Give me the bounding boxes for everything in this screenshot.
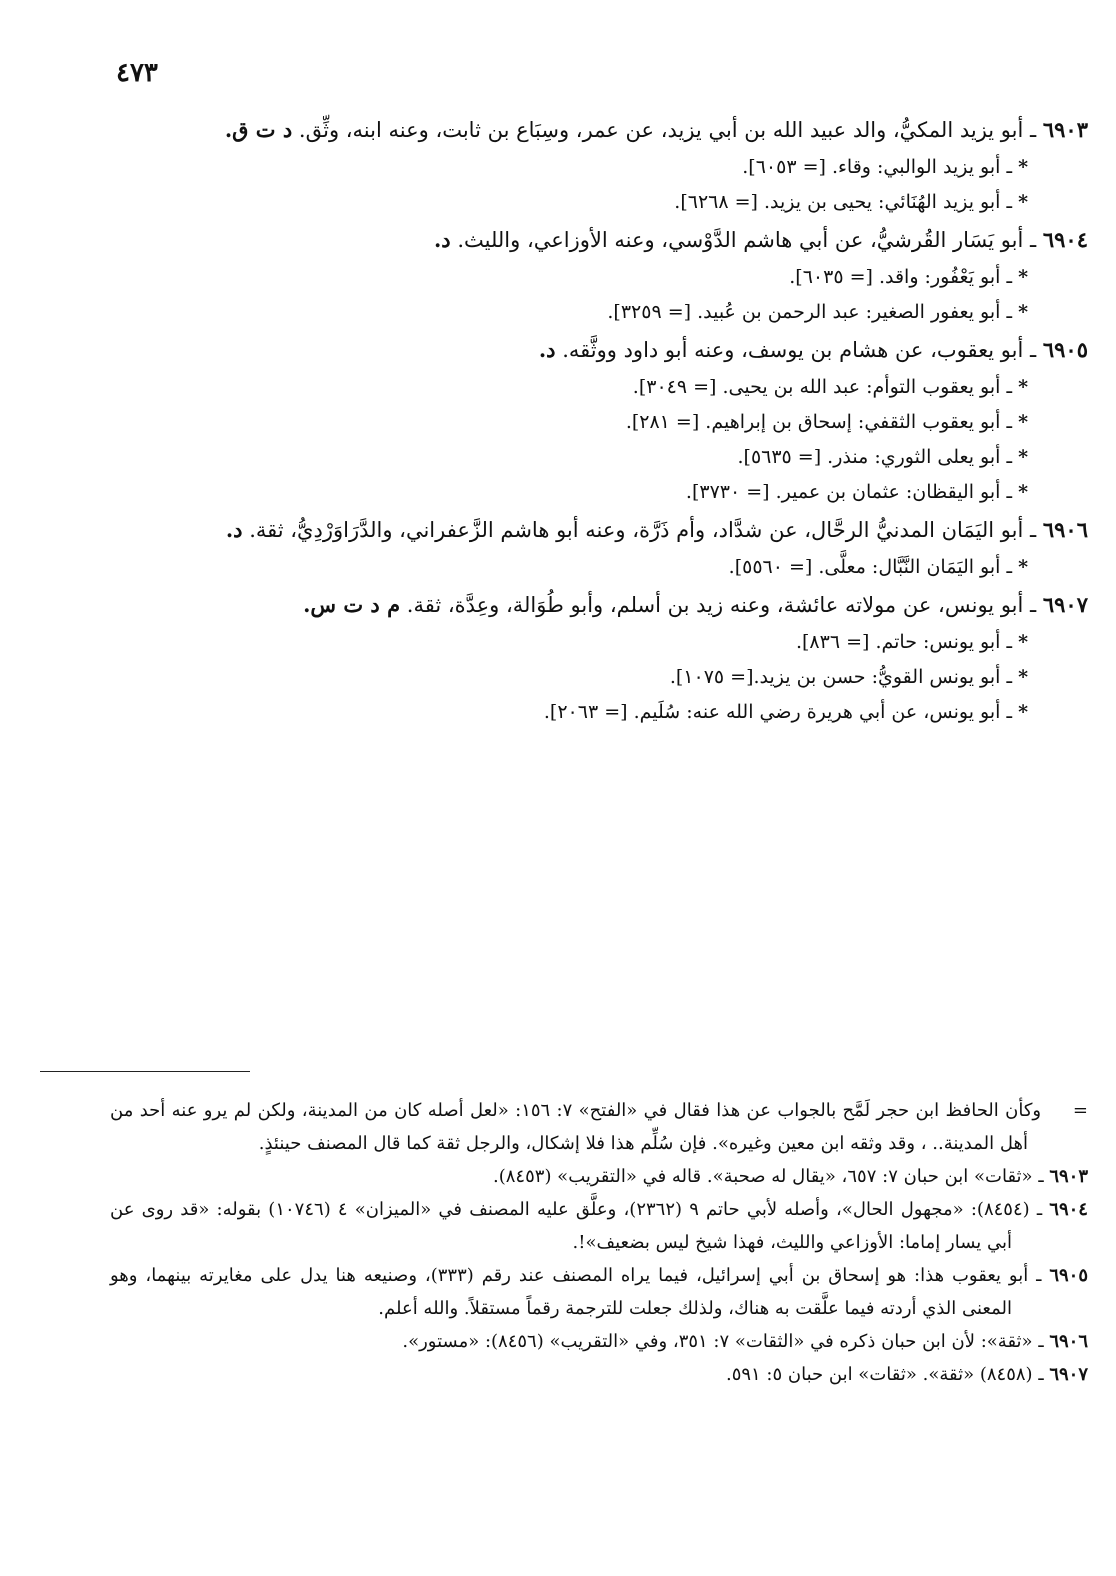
xref-item (110, 405, 1088, 440)
bullet-icon: * (1018, 376, 1028, 398)
bullet-icon: * (1018, 301, 1028, 323)
entry (110, 110, 1088, 150)
bullet-icon: * (1018, 631, 1028, 653)
entry-text: أبو يزيد المكيُّ، والد عبيد الله بن أبي يزيد، عن عمر، وسِبَاع بن ثابت، وعنه ابنه، وثِّق. (298, 118, 1024, 142)
entries-list (110, 110, 1088, 730)
footnote-number: ٦٩٠٥ (1049, 1265, 1088, 1286)
continuation-marker: = (1072, 1100, 1088, 1121)
xref-text: أبو يونس، عن أبي هريرة رضي الله عنه: سُلَيم. [= ٢٠٦٣]. (543, 701, 1001, 723)
xref-text: أبو يونس القويُّ: حسن بن يزيد.[= ١٠٧٥]. (669, 666, 1001, 688)
dash: ـ (1006, 301, 1013, 323)
footnote-number: ٦٩٠٤ (1049, 1199, 1088, 1220)
bullet-icon: * (1018, 666, 1028, 688)
xref-text: أبو يَعْفُور: واقد. [= ٦٠٣٥]. (789, 266, 1001, 288)
xref-text: أبو يعقوب الثقفي: إسحاق بن إبراهيم. [= ٢٨١]. (625, 411, 1001, 433)
xref-item (110, 625, 1088, 660)
xref-text: أبو يعفور الصغير: عبد الرحمن بن عُبيد. [= ٣٢٥٩]. (607, 301, 1001, 323)
footnote-text: «ثقة»: لأن ابن حبان ذكره في «الثقات» ٧: ٣٥١، وفي «التقريب» (٨٤٥٦): «مستور». (402, 1331, 1033, 1352)
footnote-divider (40, 1071, 250, 1072)
bullet-icon: * (1018, 446, 1028, 468)
xref-text: أبو يزيد الهُنَائي: يحيى بن يزيد. [= ٦٢٦٨]. (674, 191, 1001, 213)
entry-number: ٦٩٠٦ (1042, 517, 1088, 542)
bullet-icon: * (1018, 266, 1028, 288)
xref-text: أبو اليقظان: عثمان بن عمير. [= ٣٧٣٠]. (685, 481, 1001, 503)
dash: ـ (1036, 1199, 1043, 1220)
footnote (110, 1325, 1088, 1358)
entry-number: ٦٩٠٥ (1042, 337, 1088, 362)
footnote-text: «ثقات» ابن حبان ٧: ٦٥٧، «يقال له صحبة». قاله في «التقريب» (٨٤٥٣). (493, 1166, 1033, 1187)
dash: ـ (1006, 266, 1013, 288)
bullet-icon: * (1018, 156, 1028, 178)
dash: ـ (1006, 481, 1013, 503)
xref-text: أبو يعلى الثوري: منذر. [= ٥٦٣٥]. (737, 446, 1001, 468)
entry (110, 330, 1088, 370)
bullet-icon: * (1018, 481, 1028, 503)
xref-item (110, 475, 1088, 510)
entry-sigla: م د ت س. (303, 592, 401, 617)
entry-number: ٦٩٠٤ (1042, 227, 1088, 252)
dash: ـ (1030, 228, 1037, 252)
xref-item (110, 185, 1088, 220)
entry (110, 510, 1088, 550)
footnote-number: ٦٩٠٦ (1049, 1331, 1088, 1352)
footnote-number: ٦٩٠٣ (1049, 1166, 1088, 1187)
dash: ـ (1036, 1265, 1042, 1286)
xref-text: أبو يزيد الوالبي: وقاء. [= ٦٠٥٣]. (742, 156, 1001, 178)
entry (110, 220, 1088, 260)
xref-text: أبو يونس: حاتم. [= ٨٣٦]. (795, 631, 1001, 653)
dash: ـ (1030, 338, 1037, 362)
dash: ـ (1038, 1364, 1044, 1385)
entry-sigla: د. (538, 337, 556, 362)
page-number: ٤٧٣ (116, 58, 158, 88)
footnote (110, 1358, 1088, 1391)
dash: ـ (1006, 411, 1013, 433)
bullet-icon: * (1018, 411, 1028, 433)
xref-item (110, 260, 1088, 295)
footnote-text: وكأن الحافظ ابن حجر لَمَّح بالجواب عن هذا فقال في «الفتح» ٧: ١٥٦: «لعل أصله كان من المدينة، ولكن لم يرو عنه أحد من أهل المدينة.. ، وقد وثقه ابن معين وغيره». فإن سُلِّم هذا فلا إشكال، والرجل ثقة كما قال المصنف حينئذٍ. (110, 1100, 1042, 1154)
dash: ـ (1030, 593, 1037, 617)
bullet-icon: * (1018, 701, 1028, 723)
footnote-text: (٨٤٥٤): «مجهول الحال»، وأصله لأبي حاتم ٩ (٢٣٦٢)، وعلَّق عليه المصنف في «الميزان» ٤ (١٠٧٤٦) بقوله: «قد روى عن أبي يسار إماما: الأوزاعي والليث، فهذا شيخ ليس بضعيف»!. (110, 1199, 1030, 1253)
entry-text: أبو يَسَار القُرشيُّ، عن أبي هاشم الدَّوْسي، وعنه الأوزاعي، والليث. (457, 228, 1024, 252)
xref-item (110, 550, 1088, 585)
bullet-icon: * (1018, 556, 1028, 578)
footnote (110, 1193, 1088, 1259)
dash: ـ (1006, 701, 1013, 723)
entry-number: ٦٩٠٧ (1042, 592, 1088, 617)
xref-text: أبو اليَمَان النَّبَّال: معلَّى. [= ٥٥٦٠]. (728, 556, 1001, 578)
dash: ـ (1038, 1166, 1044, 1187)
entry-sigla: د. (225, 517, 243, 542)
xref-item (110, 695, 1088, 730)
xref-item (110, 660, 1088, 695)
footnotes (110, 1094, 1088, 1391)
entry-text: أبو اليَمَان المدنيُّ الرحَّال، عن شدَّاد، وأم ذَرَّة، وعنه أبو هاشم الزَّعفراني، والدَّرَاوَرْدِيُّ، ثقة. (249, 518, 1024, 542)
dash: ـ (1006, 631, 1013, 653)
xref-item (110, 295, 1088, 330)
entry-number: ٦٩٠٣ (1042, 117, 1088, 142)
footnote-number: ٦٩٠٧ (1049, 1364, 1088, 1385)
xref-item (110, 150, 1088, 185)
footnote (110, 1160, 1088, 1193)
footnote (110, 1259, 1088, 1325)
entry (110, 585, 1088, 625)
entry-sigla: د. (433, 227, 451, 252)
bullet-icon: * (1018, 191, 1028, 213)
dash: ـ (1006, 191, 1013, 213)
dash: ـ (1030, 118, 1037, 142)
dash: ـ (1006, 666, 1013, 688)
footnote-text: أبو يعقوب هذا: هو إسحاق بن أبي إسرائيل، فيما يراه المصنف عند رقم (٣٣٣)، وصنيعه هنا يدل على مغايرته بينهما، وهو المعنى الذي أردته فيما علَّقت به هناك، ولذلك جعلت للترجمة رقماً مستقلاً. والله أعلم. (110, 1265, 1029, 1319)
xref-text: أبو يعقوب التوأم: عبد الله بن يحيى. [= ٣٠٤٩]. (632, 376, 1001, 398)
dash: ـ (1038, 1331, 1044, 1352)
entry-text: أبو يعقوب، عن هشام بن يوسف، وعنه أبو داود ووثَّقه. (562, 338, 1024, 362)
dash: ـ (1006, 556, 1013, 578)
dash: ـ (1006, 156, 1013, 178)
xref-item (110, 440, 1088, 475)
dash: ـ (1006, 376, 1013, 398)
xref-item (110, 370, 1088, 405)
entry-text: أبو يونس، عن مولاته عائشة، وعنه زيد بن أسلم، وأبو طُوَالة، وعِدَّة، ثقة. (406, 593, 1024, 617)
entry-sigla: د ت ق. (224, 117, 293, 142)
dash: ـ (1006, 446, 1013, 468)
footnote-continuation (110, 1094, 1088, 1160)
footnote-text: (٨٤٥٨) «ثقة». «ثقات» ابن حبان ٥: ٥٩١. (725, 1364, 1033, 1385)
dash: ـ (1030, 518, 1037, 542)
